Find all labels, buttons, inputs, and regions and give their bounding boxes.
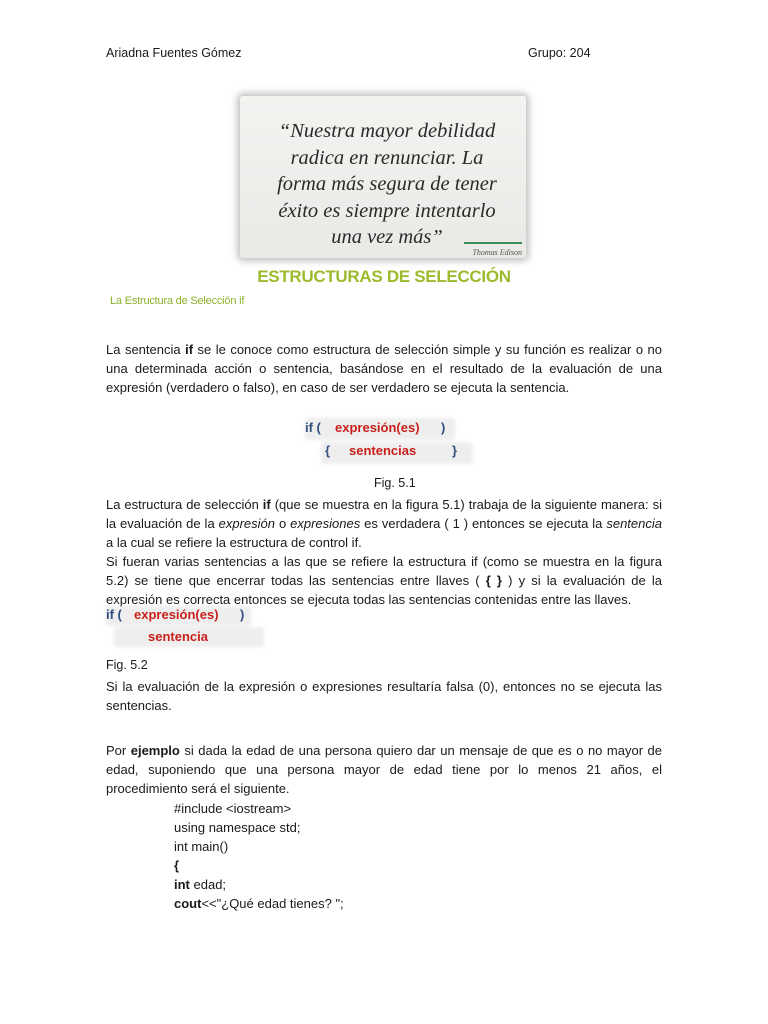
quote-text: “Nuestra mayor debilidad radica en renunciar. La forma más segura de tener éxito es siempre intentarlo una vez más” <box>277 120 497 248</box>
group-number: Grupo: 204 <box>528 46 591 60</box>
code-line-6: cout<<"¿Qué edad tienes? "; <box>174 896 344 911</box>
quote-underline <box>464 242 522 244</box>
paragraph-intro: La sentencia if se le conoce como estructura de selección simple y su función es realizar o no una determinada acción o sentencia, basándose en el resultado de la evaluación de una expresión (verdadero o falso), en caso de ser verdadero se ejecuta la sentencia. <box>106 342 662 395</box>
quote-author: Thomas Edison <box>472 248 522 257</box>
figure-5-2: if ( expresión(es) ) sentencia <box>106 606 276 648</box>
author-name: Ariadna Fuentes Gómez <box>106 46 242 60</box>
code-line-5: int edad; <box>174 877 227 892</box>
figure-caption-5-2: Fig. 5.2 <box>106 658 148 672</box>
code-line-3: int main() <box>174 839 229 854</box>
quote-image <box>240 96 526 258</box>
paragraph-example: Por ejemplo si dada la edad de una persona quiero dar un mensaje de que es o no mayor de edad, suponiendo que una persona mayor de edad tiene por lo menos 21 años, el procedimiento será el siguiente. <box>106 743 662 796</box>
figure-caption-5-1: Fig. 5.1 <box>374 476 416 490</box>
page-title: ESTRUCTURAS DE SELECCIÓN <box>257 267 511 286</box>
figure-5-1: if ( expresión(es) ) { sentencias } <box>305 418 475 468</box>
paragraph-false-case: Si la evaluación de la expresión o expresiones resultaría falsa (0), entonces no se ejecuta las sentencias. <box>106 679 662 713</box>
code-line-1: #include <iostream> <box>174 801 292 816</box>
code-line-4: { <box>174 858 180 873</box>
paragraph-multiple-sentences: Si fueran varias sentencias a las que se refiere la estructura if (como se muestra en la figura 5.2) se tiene que encerrar todas las sentencias entre llaves ( { } ) y si la evaluación de la expresión es correcta entonces se ejecuta todas las sentencias contenidas entre las llaves. <box>106 554 662 607</box>
code-line-2: using namespace std; <box>174 820 301 835</box>
section-subtitle: La Estructura de Selección if <box>110 295 245 307</box>
paragraph-how-it-works: La estructura de selección if (que se muestra en la figura 5.1) trabaja de la siguiente manera: si la evaluación de la expresión o expresiones es verdadera ( 1 ) entonces se ejecuta la sentencia a la cual se refiere la estructura de control if. <box>106 497 662 550</box>
